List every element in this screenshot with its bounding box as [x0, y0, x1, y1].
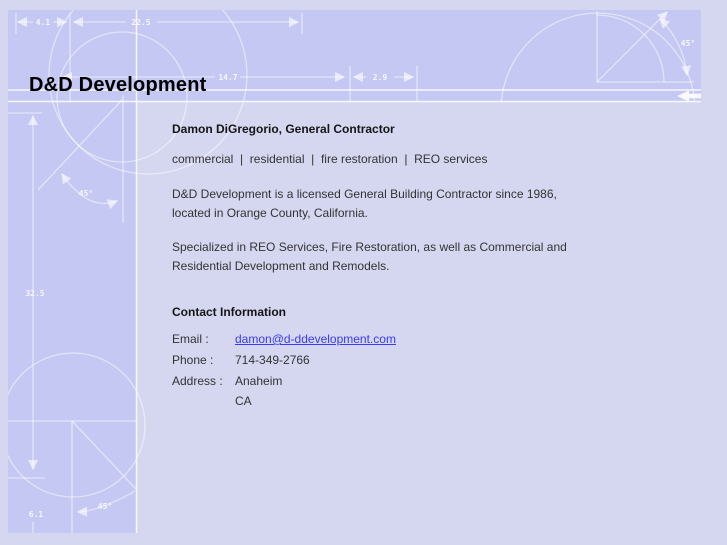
address-label: Address :: [172, 374, 223, 388]
dim-label-4-1: 4.1: [35, 18, 51, 27]
email-label: Email :: [172, 332, 209, 346]
contact-row-address: [172, 374, 282, 388]
phone-value: 714-349-2766: [235, 353, 310, 367]
specialty-paragraph: [172, 238, 567, 276]
about-paragraph: [172, 185, 557, 223]
contact-row-state: [172, 394, 252, 408]
about-line-1: D&D Development is a licensed General Building Contractor since 1986,: [172, 187, 557, 201]
email-link[interactable]: damon@d-ddevelopment.com: [235, 332, 396, 346]
about-line-2: located in Orange County, California.: [172, 206, 368, 220]
contact-row-email: [172, 332, 396, 346]
specialty-line-2: Residential Development and Remodels.: [172, 259, 390, 273]
phone-label: Phone :: [172, 353, 214, 367]
dim-label-6-1: 6.1: [28, 510, 44, 519]
angle-label-left: 45°: [78, 189, 94, 198]
site-title: D&D Development: [29, 74, 207, 96]
address-state-value: CA: [235, 394, 252, 408]
dim-label-22-5: 22.5: [131, 18, 151, 27]
contact-row-phone: [172, 353, 310, 367]
angle-label-bottom: 45°: [97, 502, 113, 511]
contact-heading: Contact Information: [172, 305, 286, 319]
dim-label-2-9: 2.9: [372, 73, 388, 82]
contractor-name-line: Damon DiGregorio, General Contractor: [172, 122, 395, 136]
dim-label-32-5: 32.5: [25, 289, 45, 298]
specialty-line-1: Specialized in REO Services, Fire Restoration, as well as Commercial and: [172, 240, 567, 254]
services-line: commercial | residential | fire restoration | REO services: [172, 152, 488, 166]
dim-label-14-7: 14.7: [218, 73, 238, 82]
address-city-value: Anaheim: [235, 374, 283, 388]
angle-label-top-right: 45°: [680, 39, 696, 48]
